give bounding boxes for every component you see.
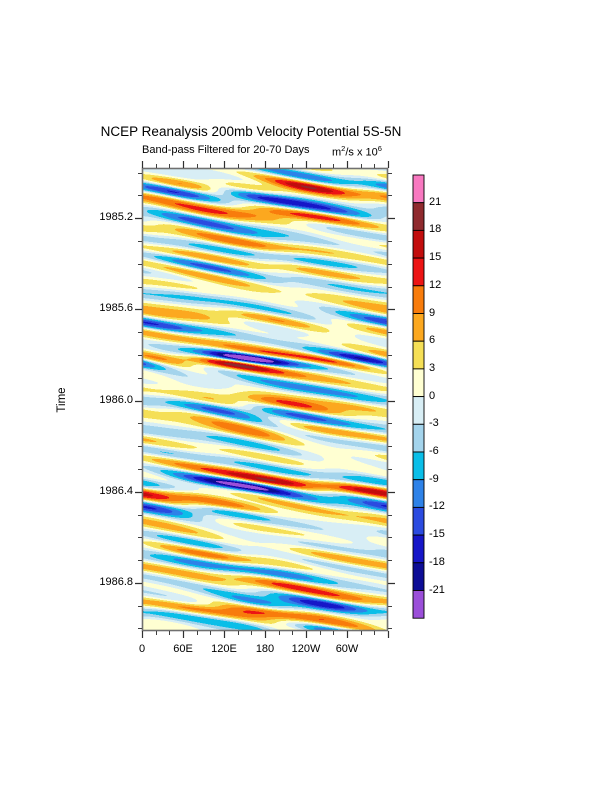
colorbar-segment [413, 258, 424, 286]
x-tick-label: 120W [291, 643, 321, 655]
colorbar-segment [413, 230, 424, 258]
colorbar-segment [413, 591, 424, 619]
colorbar-segment [413, 507, 424, 535]
colorbar-tick-label: 6 [429, 334, 436, 347]
y-tick-label: 1985.6 [99, 302, 133, 315]
units-exponent-6: 6 [377, 144, 382, 153]
x-tick-label: 60W [335, 643, 359, 655]
y-axis-title: Time [56, 387, 68, 413]
colorbar-segment [413, 314, 424, 342]
x-tick-label: 120E [211, 643, 237, 655]
units-mid: /s x 10 [345, 146, 378, 159]
colorbar-tick-label: -18 [429, 555, 445, 568]
colorbar-segment [413, 424, 424, 452]
colorbar-tick-label: 0 [429, 389, 436, 402]
colorbar-segment [413, 175, 424, 203]
colorbar-tick-label: -9 [429, 472, 439, 485]
units-base: m [332, 146, 342, 159]
y-tick-label: 1986.4 [99, 484, 133, 497]
colorbar-tick-label: -3 [429, 417, 439, 430]
colorbar-segment [413, 480, 424, 508]
y-tick-label: 1986.0 [99, 393, 133, 406]
units-label [332, 144, 382, 159]
colorbar-segment [413, 369, 424, 397]
y-tick-label: 1985.2 [99, 211, 133, 224]
colorbar-segment [413, 397, 424, 425]
colorbar-tick-label: 9 [429, 306, 436, 319]
colorbar-tick-label: -15 [429, 528, 445, 541]
hovmoller-field-canvas [142, 168, 388, 631]
colorbar-tick-label: 15 [429, 251, 442, 264]
colorbar-tick-label: 3 [429, 361, 436, 374]
units-exponent-2: 2 [341, 144, 346, 153]
colorbar-tick-label: 18 [429, 223, 442, 236]
colorbar-segment [413, 341, 424, 369]
x-tick-label: 180 [255, 643, 275, 655]
x-tick-label: 0 [138, 643, 146, 655]
colorbar-segment [413, 286, 424, 314]
colorbar-segment [413, 203, 424, 231]
chart-title: NCEP Reanalysis 200mb Velocity Potential 5S-5N [100, 124, 402, 139]
y-tick-label: 1986.8 [99, 575, 133, 588]
colorbar-tick-label: -21 [429, 583, 445, 596]
colorbar-tick-label: 12 [429, 278, 442, 291]
x-tick-label: 60E [173, 643, 193, 655]
colorbar-tick-label: -12 [429, 500, 445, 513]
colorbar-segment [413, 535, 424, 563]
colorbar-segment [413, 452, 424, 480]
colorbar-segment [413, 563, 424, 591]
colorbar-tick-label: 21 [429, 195, 442, 208]
colorbar-tick-label: -6 [429, 445, 439, 457]
chart-subtitle: Band-pass Filtered for 20-70 Days [142, 144, 310, 156]
